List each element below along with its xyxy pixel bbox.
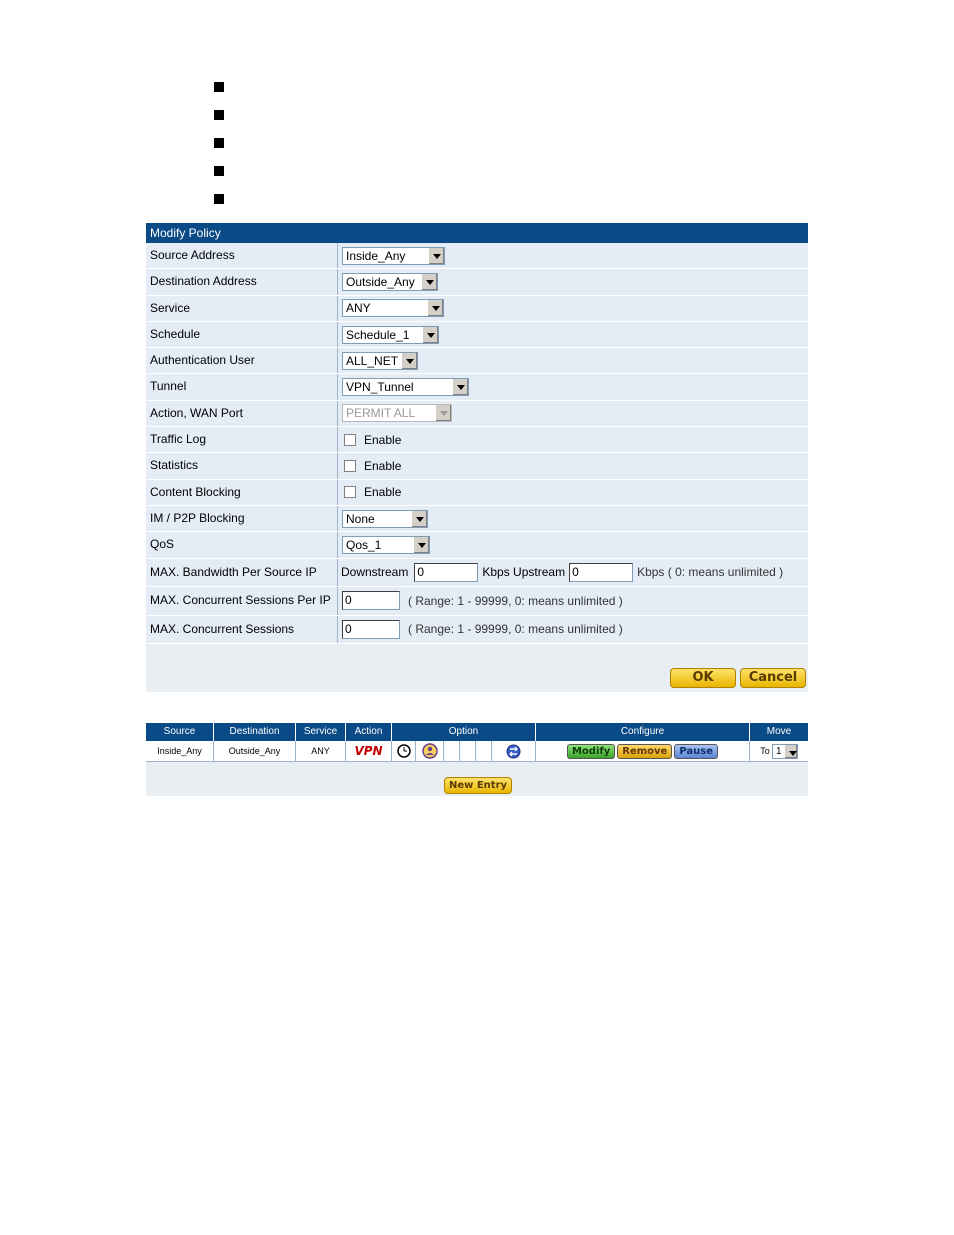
row-max-bandwidth (146, 559, 808, 588)
row-action-wan-port (146, 401, 808, 427)
move-to-label: To (760, 746, 770, 756)
policy-footer (146, 644, 808, 692)
downstream-label: Downstream (341, 565, 409, 580)
bullet-4 (214, 166, 224, 176)
cell-destination: Outside_Any (214, 741, 296, 761)
col-option: Option (392, 723, 536, 741)
max-sessions-per-ip-hint: ( Range: 1 - 99999, 0: means unlimited ) (408, 593, 623, 608)
cell-option-4 (460, 741, 476, 761)
row-destination-address (146, 269, 808, 295)
row-tunnel (146, 374, 808, 400)
panel-title: Modify Policy (146, 223, 808, 243)
table-row (146, 741, 808, 762)
action-wan-port-label: Action, WAN Port (146, 401, 338, 426)
col-service: Service (296, 723, 346, 741)
row-im-p2p-blocking (146, 506, 808, 532)
schedule-select[interactable]: Schedule_1 (342, 326, 439, 344)
max-sessions-hint: ( Range: 1 - 99999, 0: means unlimited ) (408, 622, 623, 637)
tunnel-icon (506, 744, 521, 759)
statistics-label: Statistics (146, 453, 338, 478)
policy-list (146, 723, 808, 796)
bullet-2 (214, 110, 224, 120)
row-qos (146, 532, 808, 558)
row-max-sessions-per-ip (146, 587, 808, 616)
row-service (146, 296, 808, 322)
policy-list-footer (146, 762, 808, 796)
max-sessions-per-ip-input[interactable]: 0 (342, 591, 400, 610)
bullet-1 (214, 82, 224, 92)
bullet-list (214, 82, 224, 222)
bullet-3 (214, 138, 224, 148)
cell-option-2 (416, 741, 444, 761)
max-sessions-label: MAX. Concurrent Sessions (146, 616, 338, 644)
content-blocking-label: Content Blocking (146, 480, 338, 505)
content-blocking-checkbox[interactable] (344, 486, 356, 498)
source-address-select[interactable]: Inside_Any (342, 247, 445, 265)
row-max-sessions (146, 616, 808, 645)
authentication-user-select[interactable]: ALL_NET (342, 352, 418, 370)
col-source: Source (146, 723, 214, 741)
cell-configure (536, 741, 750, 761)
row-schedule (146, 322, 808, 348)
traffic-log-label: Traffic Log (146, 427, 338, 452)
cancel-button[interactable]: Cancel (740, 668, 806, 688)
im-p2p-blocking-select[interactable]: None (342, 510, 428, 528)
chevron-down-icon (435, 405, 451, 421)
row-content-blocking (146, 480, 808, 506)
bullet-5 (214, 194, 224, 204)
cell-service: ANY (296, 741, 346, 761)
traffic-log-checkbox[interactable] (344, 434, 356, 446)
ok-button[interactable]: OK (670, 668, 736, 688)
max-sessions-input[interactable]: 0 (342, 620, 400, 639)
content-blocking-enable-label: Enable (364, 485, 402, 500)
row-statistics (146, 453, 808, 479)
source-address-label: Source Address (146, 243, 338, 268)
row-source-address (146, 243, 808, 269)
col-configure: Configure (536, 723, 750, 741)
tunnel-label: Tunnel (146, 374, 338, 399)
statistics-enable-label: Enable (364, 459, 402, 474)
policy-list-header (146, 723, 808, 741)
cell-option-1 (392, 741, 416, 761)
chevron-down-icon (784, 745, 797, 758)
downstream-input[interactable]: 0 (414, 563, 478, 582)
remove-button[interactable]: Remove (617, 744, 672, 759)
chevron-down-icon (401, 353, 417, 369)
cell-option-6 (492, 741, 536, 761)
col-action: Action (346, 723, 392, 741)
row-traffic-log (146, 427, 808, 453)
vpn-icon: VPN (354, 744, 383, 758)
chevron-down-icon (413, 537, 429, 553)
chevron-down-icon (411, 511, 427, 527)
chevron-down-icon (452, 379, 468, 395)
service-select[interactable]: ANY (342, 299, 444, 317)
traffic-log-enable-label: Enable (364, 432, 402, 447)
col-move: Move (766, 726, 792, 737)
max-sessions-per-ip-label: MAX. Concurrent Sessions Per IP (146, 587, 338, 615)
modify-button[interactable]: Modify (567, 744, 615, 759)
modify-policy-panel (146, 223, 808, 692)
chevron-down-icon (427, 300, 443, 316)
qos-select[interactable]: Qos_1 (342, 536, 430, 554)
statistics-checkbox[interactable] (344, 460, 356, 472)
destination-address-select[interactable]: Outside_Any (342, 273, 438, 291)
upstream-input[interactable]: 0 (569, 563, 633, 582)
cell-option-5 (476, 741, 492, 761)
max-bandwidth-label: MAX. Bandwidth Per Source IP (146, 559, 338, 587)
chevron-down-icon (421, 274, 437, 290)
cell-source: Inside_Any (146, 741, 214, 761)
clock-icon (397, 744, 411, 758)
service-label: Service (146, 296, 338, 321)
new-entry-button[interactable]: New Entry (444, 777, 512, 794)
cell-move (750, 741, 808, 761)
upstream-label: Kbps Upstream (482, 565, 566, 580)
row-authentication-user (146, 348, 808, 374)
col-destination: Destination (214, 723, 296, 741)
move-select[interactable]: 1 (772, 744, 798, 759)
bandwidth-unit-hint: Kbps ( 0: means unlimited ) (637, 565, 784, 580)
qos-label: QoS (146, 532, 338, 557)
im-p2p-blocking-label: IM / P2P Blocking (146, 506, 338, 531)
tunnel-select[interactable]: VPN_Tunnel (342, 378, 469, 396)
chevron-down-icon (422, 327, 438, 343)
authentication-user-label: Authentication User (146, 348, 338, 373)
destination-address-label: Destination Address (146, 269, 338, 294)
action-wan-port-select: PERMIT ALL (342, 404, 452, 422)
user-auth-icon (422, 743, 438, 759)
chevron-down-icon (428, 248, 444, 264)
cell-option-3 (444, 741, 460, 761)
schedule-label: Schedule (146, 322, 338, 347)
pause-button[interactable]: Pause (674, 744, 718, 759)
cell-action (346, 741, 392, 761)
